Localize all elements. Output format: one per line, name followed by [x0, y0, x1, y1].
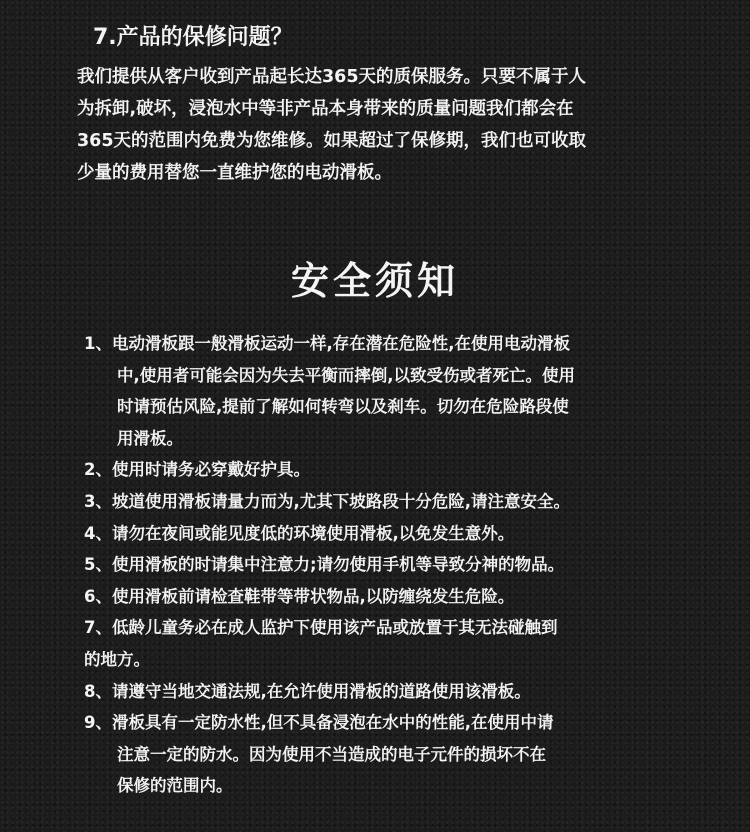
rule-line: 3、坡道使用滑板请量力而为,尤其下坡路段十分危险,请注意安全。 [84, 491, 571, 511]
rule-line: 5、使用滑板的时请集中注意力;请勿使用手机等导致分神的物品。 [84, 555, 565, 575]
safety-rule-5 [84, 549, 684, 581]
warranty-paragraph [77, 61, 687, 189]
warranty-line: 少量的费用替您一直维护您的电动滑板。 [77, 163, 392, 183]
safety-rules-list [84, 328, 684, 802]
safety-rule-6 [84, 581, 684, 613]
rule-line: 4、请勿在夜间或能见度低的环境使用滑板,以免发生意外。 [84, 523, 515, 543]
safety-rule-7 [84, 612, 684, 675]
safety-rule-8 [84, 676, 684, 708]
safety-rule-3 [84, 486, 684, 518]
rule-line: 2、使用时请务必穿戴好护具。 [84, 460, 310, 480]
warranty-line: 365天的范围内免费为您维修。如果超过了保修期，我们也可收取 [77, 131, 587, 151]
rule-line: 7、低龄儿童务必在成人监护下使用该产品或放置于其无法碰触到 [84, 618, 558, 638]
warranty-line: 为拆卸,破坏，浸泡水中等非产品本身带来的质量问题我们都会在 [77, 99, 574, 119]
rule-line: 9、滑板具有一定防水性,但不具备浸泡在水中的性能,在使用中请 [84, 713, 554, 733]
rule-line: 用滑板。 [117, 428, 183, 448]
safety-rule-1 [84, 328, 684, 454]
warranty-line: 我们提供从客户收到产品起长达365天的质保服务。只要不属于人 [77, 67, 587, 87]
rule-line: 中,使用者可能会因为失去平衡而摔倒,以致受伤或者死亡。使用 [117, 365, 576, 385]
rule-line: 6、使用滑板前请检查鞋带等带状物品,以防缠绕发生危险。 [84, 586, 515, 606]
rule-line: 8、请遵守当地交通法规,在允许使用滑板的道路使用该滑板。 [84, 681, 531, 701]
safety-rule-4 [84, 518, 684, 550]
rule-line: 保修的范围内。 [117, 776, 233, 796]
rule-line: 的地方。 [84, 649, 150, 669]
rule-line: 注意一定的防水。因为使用不当造成的电子元件的损坏不在 [117, 744, 546, 764]
safety-rule-2 [84, 454, 684, 486]
rule-line: 时请预估风险,提前了解如何转弯以及刹车。切勿在危险路段使 [117, 397, 569, 417]
rule-line: 1、电动滑板跟一般滑板运动一样,存在潜在危险性,在使用电动滑板 [84, 334, 571, 353]
warranty-heading: 7.产品的保修问题？ [93, 25, 293, 50]
safety-title: 安全须知 [290, 259, 459, 303]
safety-rule-9 [84, 707, 684, 802]
